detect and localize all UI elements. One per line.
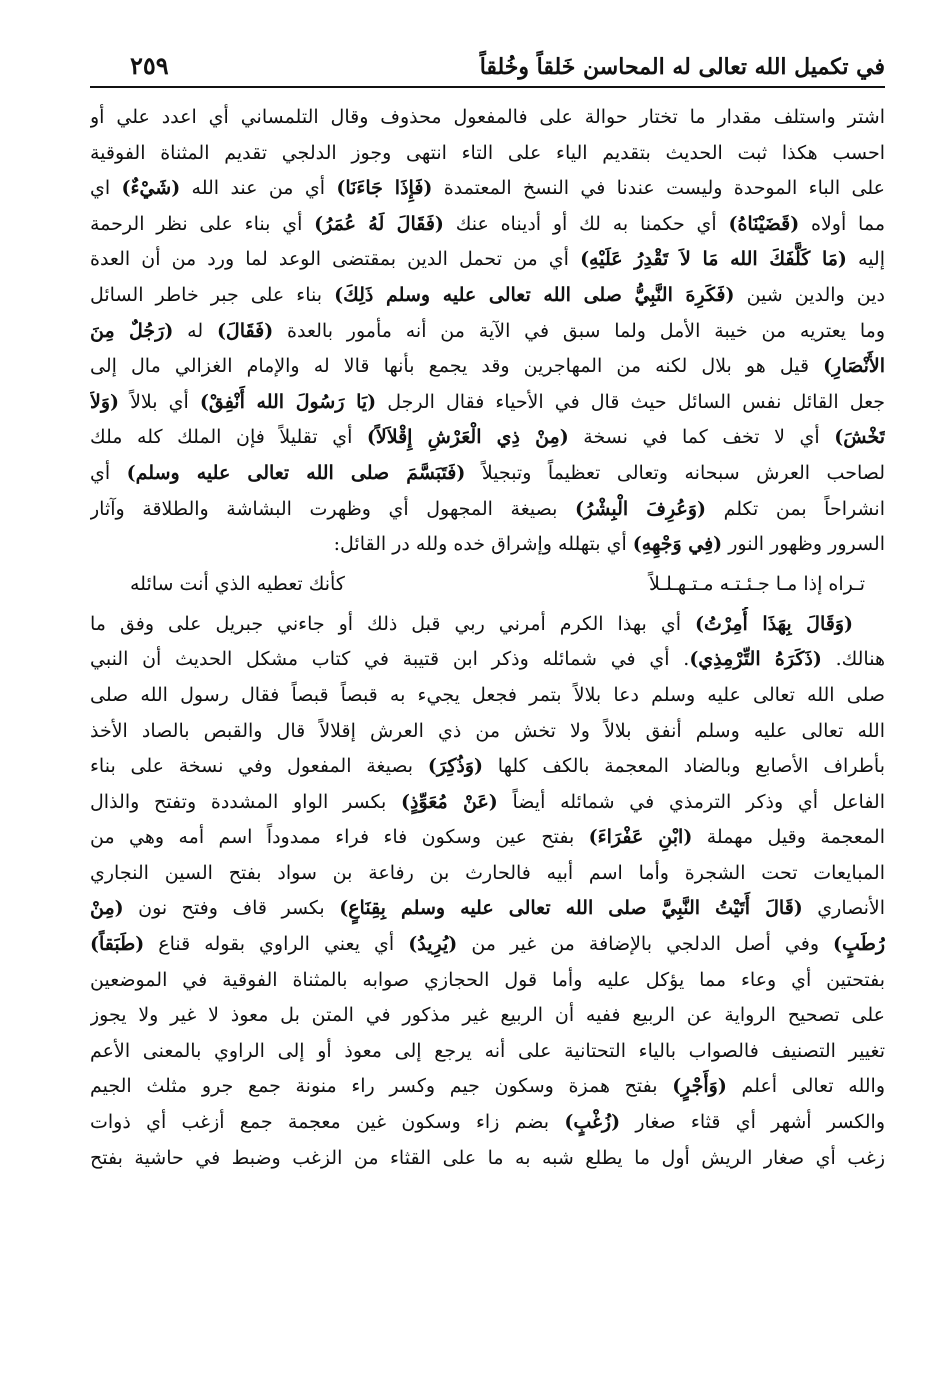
text-line <box>90 998 885 1034</box>
bold-quote: (وَقَالَ بِهَذَا أُمِرْتُ) <box>694 612 854 635</box>
text-run: أي تقليلاً فإن الملك كله ملك <box>90 426 367 449</box>
bold-quote: (يُرِيدُ) <box>408 933 458 956</box>
text-line <box>90 456 885 492</box>
text-run: احسب هكذا ثبت الحديث بتقديم الياء على التاء انتهى وجوز الدلجي تقديم المثناة الفوقية <box>90 141 885 164</box>
text-run: السرور وظهور النور <box>722 533 885 556</box>
text-run: أي <box>90 461 127 484</box>
bold-quote: (شَيْءٌ) <box>121 177 181 200</box>
text-line <box>90 820 885 856</box>
text-run: بكسر الواو المشددة وتفتح والذال <box>90 790 402 813</box>
text-line <box>90 856 885 892</box>
text-run: الفاعل أي وذكر الترمذي في شمائله أيضاً <box>497 790 885 813</box>
bold-quote: (مِنْ <box>90 897 124 920</box>
text-line <box>90 420 885 456</box>
text-run: . أي في شمائله وذكر ابن قتيبة في كتاب مشكل الحديث أن النبي <box>90 648 690 671</box>
text-line <box>90 749 885 785</box>
text-run: الأنصاري <box>802 897 885 920</box>
bold-quote: (ابْنِ عَفْرَاءَ) <box>588 826 693 849</box>
text-run: قيل هو بلال لكنه من المهاجرين وقد يجمع بأنها قالا له والإمام الغزالي مال إلى <box>90 355 824 378</box>
text-run: أي من عند الله <box>180 177 337 200</box>
text-line <box>90 607 885 643</box>
text-run: المبايعات تحت الشجرة وأما اسم أبيه فالحارث بن رفاعة بن سواد بفتح السين النجاري <box>90 861 885 884</box>
text-line <box>90 349 885 385</box>
bold-quote: (ذَكَرَهُ التِّرْمِذِي) <box>689 648 822 671</box>
text-run: أي بناء على نظر الرحمة <box>90 212 315 235</box>
text-run: مما أولاه <box>799 212 885 235</box>
text-line <box>90 963 885 999</box>
text-run: على الباء الموحدة وليست عندنا في النسخ المعتمدة <box>432 177 885 200</box>
bold-quote: (زُغْبٍ) <box>564 1111 621 1134</box>
bold-quote: (فَإِذَا جَاءَنَا) <box>336 177 433 200</box>
bold-quote: (فَقَالَ لَهُ عُمَرُ) <box>314 212 444 235</box>
body-text <box>90 100 885 1176</box>
verse-hemistich-right: تـراه إذا مـا جـئـتـه مـتـهـلـلاً <box>649 572 865 595</box>
text-run: أي يعني الراوي بقوله قناع <box>144 933 409 956</box>
bold-quote: (وَلاَ <box>90 390 120 413</box>
text-line <box>90 1069 885 1105</box>
text-line <box>90 678 885 714</box>
text-block-after-verse <box>90 607 885 1177</box>
bold-quote: (وَذُكِرَ) <box>427 755 484 778</box>
text-run: بفتح عين وسكون فاء فراء ممدوداً اسم أمه وهي من <box>90 826 589 849</box>
text-line <box>90 492 885 528</box>
text-run: بأطراف الأصابع وبالضاد المعجمة بالكف كلها <box>483 755 885 778</box>
bold-quote: (طَبَقاً) <box>90 933 145 956</box>
bold-quote: (وَعُرِفَ الْبِشْرُ) <box>574 497 706 520</box>
page-number: ٢٥٩ <box>130 51 169 80</box>
text-run: على تصحيح الرواية عن الربيع ففيه أن الربيع غير مذكور في المتن بل معوذ لا غير ولا يجوز <box>90 1004 885 1027</box>
verse-hemistich-left: كأنك تعطيه الذي أنت سائله <box>130 572 345 595</box>
text-run: جعل القائل نفس السائل حيث قال في الأحياء فقال الرجل <box>376 390 885 413</box>
text-line <box>90 527 885 563</box>
text-run: بصيغة المفعول وفي نسخة على بناء <box>90 755 428 778</box>
text-run: لصاحب العرش سبحانه وتعالى تعظيماً وتبجيلاً <box>465 461 885 484</box>
text-run: زغب أي صغار الريش أول ما يطلع شبه به ما على القثاء من الزغب وضبط في حاشية بفتح <box>90 1146 885 1169</box>
text-line <box>90 1034 885 1070</box>
bold-quote: رُطَبٍ) <box>833 933 885 956</box>
text-line <box>90 207 885 243</box>
text-run: المعجمة وقيل مهملة <box>692 826 885 849</box>
text-run: أي لا تخف كما في نسخة <box>568 426 835 449</box>
text-line <box>90 314 885 350</box>
text-line <box>90 1141 885 1177</box>
text-line <box>90 642 885 678</box>
text-line <box>90 714 885 750</box>
text-line <box>90 891 885 927</box>
text-line <box>90 278 885 314</box>
text-run: اي <box>90 177 122 200</box>
bold-quote: (فَتَبَسَّمَ صلى الله تعالى عليه وسلم) <box>126 461 466 484</box>
text-run: أي من تحمل الدين بمقتضى الوعد لما ورد من أن العدة <box>90 248 581 271</box>
text-line <box>90 136 885 172</box>
text-run: دين والدين شين <box>734 283 885 306</box>
bold-quote: (وَأَجْرٍ) <box>672 1075 727 1098</box>
text-run: أي بلالاً <box>119 390 200 413</box>
bold-quote: (عَنْ مُعَوِّذٍ) <box>401 790 498 813</box>
text-block-before-verse <box>90 100 885 563</box>
bold-quote: (مَا كَلَّفَكَ الله مَا لاَ تَقْدِرُ عَلَيْهِ) <box>580 248 847 271</box>
text-run: انشراحاً بمن تكلم <box>706 497 885 520</box>
text-run: بناء على جبر خاطر السائل <box>90 283 335 306</box>
bold-quote: (مِنْ ذِي الْعَرْشِ إِقْلاَلاً) <box>366 426 569 449</box>
page-header <box>90 36 885 88</box>
text-run: بفتحتين أي وعاء مما يؤكل عليه وأما قول الحجازي صوابه بالمثناة الفوقية في الموضعين <box>90 968 885 991</box>
text-line <box>90 242 885 278</box>
text-run: إليه <box>846 248 885 271</box>
text-run: والكسر أشهر أي قثاء صغار <box>620 1111 885 1134</box>
bold-quote: (يَا رَسُولَ الله أَنْفِقْ) <box>199 390 377 413</box>
text-run: له <box>173 319 217 342</box>
text-run: بصيغة المجهول أي وظهرت البشاشة والطلاقة وآثار <box>90 497 575 520</box>
text-run: الله تعالى عليه وسلم أنفق بلالاً ولا تخش من ذي العرش إقلالاً قال والقبص بالصاد الأخذ <box>90 719 885 742</box>
text-run: أي حكمنا به لك أو أديناه عنك <box>443 212 729 235</box>
bold-quote: (فِي وَجْهِهِ) <box>632 533 723 556</box>
bold-quote: (قَالَ أَتَيْتُ النَّبِيَّ صلى الله تعالى عليه وسلم بِقِنَاعٍ) <box>339 897 803 920</box>
bold-quote: (قَضَيْنَاهُ) <box>728 212 800 235</box>
bold-quote: الأَنْصَارِ) <box>823 355 885 378</box>
text-run: صلى الله تعالى عليه وسلم دعا بلالاً بتمر فجعل يجيء به قبصاً قبصاً فقال رسول الله صلى <box>90 683 885 706</box>
text-run: تغيير التصنيف فالصواب بالياء التحتانية على أنه يرجع إلى معوذ أو إلى الراوي بالمعنى الأعم <box>90 1039 885 1062</box>
text-line <box>90 171 885 207</box>
text-run: أي بتهلله وإشراق خده ولله در القائل: <box>333 533 633 556</box>
text-run: وما يعتريه من خيبة الأمل ولما سبق في الآية من أنه مأمور بالعدة <box>273 319 885 342</box>
text-run: أي بهذا الكرم أمرني ربي قبل ذلك أو جاءني جبريل على وفق ما <box>90 612 695 635</box>
text-run: وفي أصل الدلجي بالإضافة من غير من <box>457 933 834 956</box>
text-line <box>90 1105 885 1141</box>
text-line <box>90 927 885 963</box>
text-run: اشتر واستلف مقدار ما تختار حوالة على فالمفعول محذوف وقال التلمساني أي اعدد علي أو <box>90 106 885 128</box>
text-run: بفتح همزة وسكون جيم وكسر راء منونة جمع جرو مثلث الجيم <box>90 1075 673 1098</box>
bold-quote: (فَقَالَ) <box>216 319 274 342</box>
bold-quote: (فَكَرِهَ النَّبِيُّ صلى الله تعالى عليه وسلم ذَلِكَ) <box>334 283 735 306</box>
verse <box>90 565 885 603</box>
text-run: هنالك. <box>821 648 885 671</box>
text-run: بضم زاء وسكون غين معجمة جمع أزغب أي ذوات <box>90 1111 565 1134</box>
running-title: في تكميل الله تعالى له المحاسن خَلقاً وخُلقاً <box>479 54 885 80</box>
text-run: بكسر قاف وفتح نون <box>123 897 340 920</box>
bold-quote: (رَجُلٌ مِنَ <box>90 319 174 342</box>
text-line <box>90 100 885 136</box>
bold-quote: تَخْشَ) <box>834 426 885 449</box>
text-line <box>90 785 885 821</box>
text-line <box>90 385 885 421</box>
text-run: والله تعالى أعلم <box>726 1075 885 1098</box>
